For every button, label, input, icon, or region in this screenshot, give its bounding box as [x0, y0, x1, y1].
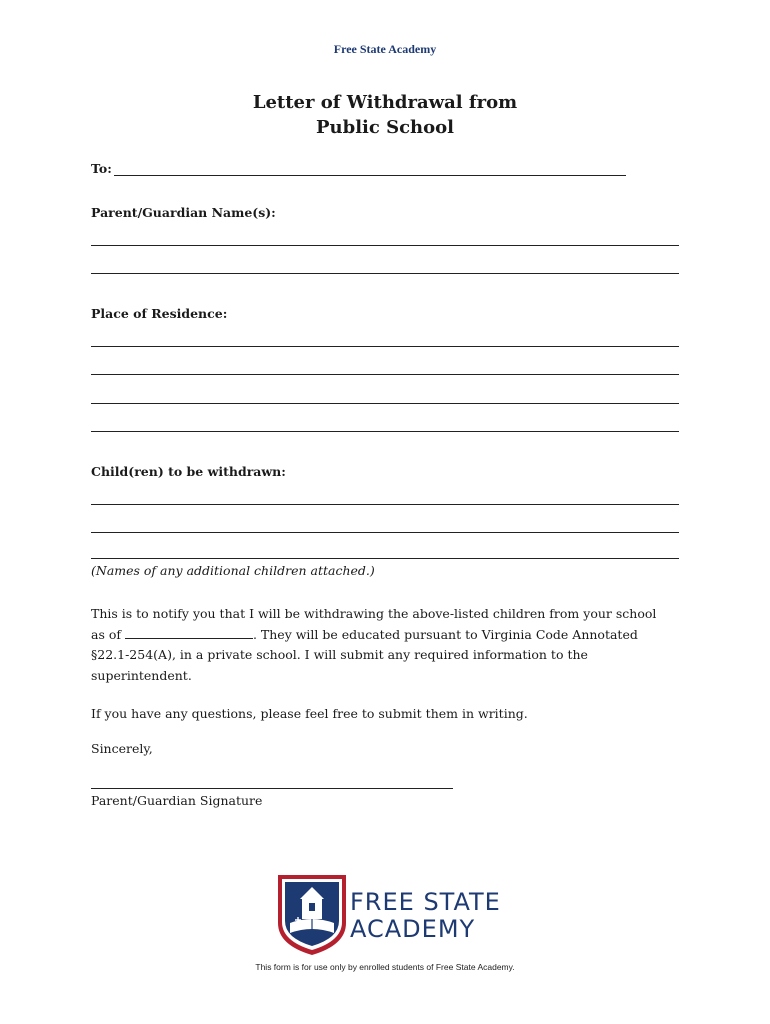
to-label: To:: [91, 161, 112, 176]
children-line-2[interactable]: [91, 532, 679, 533]
residence-label: Place of Residence:: [91, 306, 228, 321]
withdrawal-date-field[interactable]: [125, 628, 253, 639]
header-school-name: Free State Academy: [333, 42, 437, 56]
parent-name-line-2[interactable]: [91, 273, 679, 274]
residence-line-2[interactable]: [91, 374, 679, 375]
residence-line-4[interactable]: [91, 431, 679, 432]
signature-line[interactable]: [91, 788, 453, 789]
signature-label: Parent/Guardian Signature: [91, 793, 263, 808]
logo-text-line-1: FREE STATE: [350, 888, 501, 916]
title-line-1: Letter of Withdrawal from: [252, 92, 518, 113]
children-note: (Names of any additional children attached.): [91, 563, 375, 578]
page-title: [0, 90, 770, 140]
notice-line-3: §22.1-254(A), in a private school. I will submit any required information to the: [91, 647, 588, 662]
residence-line-1[interactable]: [91, 346, 679, 347]
educated-text: . They will be educated pursuant to Virginia Code Annotated: [252, 626, 638, 642]
notice-line-1: This is to notify you that I will be withdrawing the above-listed children from your school: [91, 606, 657, 621]
logo-text-line-2: ACADEMY: [350, 915, 476, 943]
notice-paragraph: [91, 604, 691, 686]
children-line-3[interactable]: [91, 558, 679, 559]
parent-name-line-1[interactable]: [91, 245, 679, 246]
to-field-line[interactable]: [114, 175, 626, 176]
residence-line-3[interactable]: [91, 403, 679, 404]
footer-note: This form is for use only by enrolled students of Free State Academy.: [255, 962, 515, 972]
closing-text: Sincerely,: [91, 741, 153, 756]
title-line-2: Public School: [315, 117, 454, 138]
as-of-text: as of: [91, 626, 125, 642]
children-line-1[interactable]: [91, 504, 679, 505]
questions-paragraph: If you have any questions, please feel free to submit them in writing.: [91, 706, 528, 721]
notice-line-4: superintendent.: [91, 667, 192, 683]
parent-guardian-label: Parent/Guardian Name(s):: [91, 205, 276, 220]
notice-line-2: [91, 625, 691, 646]
children-label: Child(ren) to be withdrawn:: [91, 464, 286, 479]
